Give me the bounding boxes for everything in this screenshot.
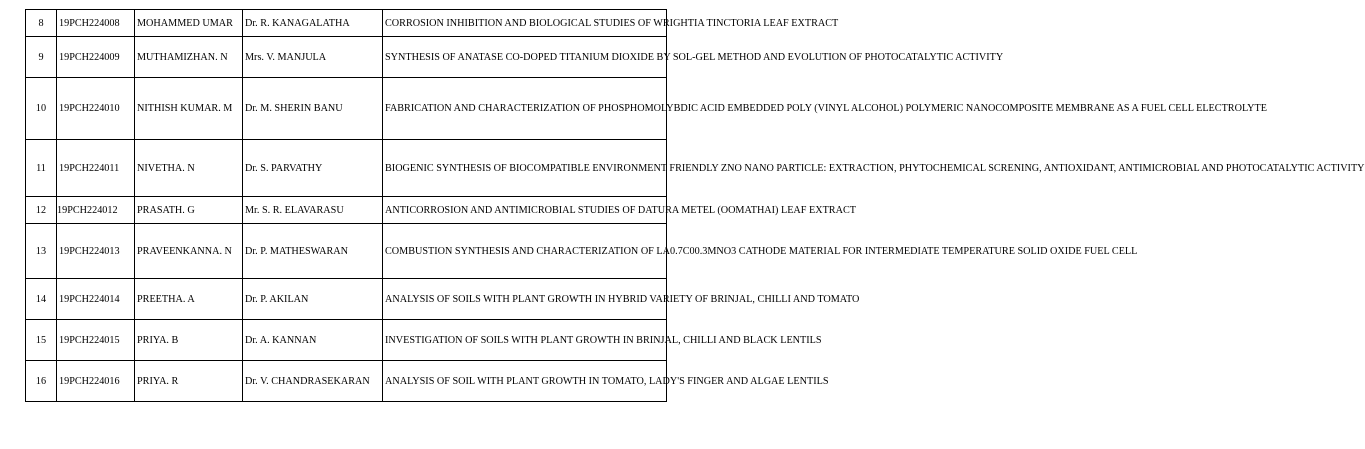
student-name: NITHISH KUMAR. M xyxy=(135,78,243,140)
serial-number: 8 xyxy=(26,10,57,37)
register-number: 19PCH224015 xyxy=(57,320,135,361)
table-row xyxy=(26,78,667,140)
student-name: PRIYA. B xyxy=(135,320,243,361)
guide-name: Dr. S. PARVATHY xyxy=(243,140,383,197)
register-number: 19PCH224011 xyxy=(57,140,135,197)
project-allocation-table xyxy=(25,9,1365,402)
serial-number: 16 xyxy=(26,361,57,402)
guide-name: Dr. P. AKILAN xyxy=(243,279,383,320)
project-title: ANTICORROSION AND ANTIMICROBIAL STUDIES OF DATURA METEL (OOMATHAI) LEAF EXTRACT xyxy=(383,197,667,224)
table-row xyxy=(26,140,667,197)
table-row xyxy=(26,10,667,37)
project-title: COMBUSTION SYNTHESIS AND CHARACTERIZATION OF LA0.7C00.3MNO3 CATHODE MATERIAL FOR INTERMEDIATE TEMPERATURE SOLID OXIDE FUEL CELL xyxy=(383,224,667,279)
student-name: PRIYA. R xyxy=(135,361,243,402)
guide-name: Mr. S. R. ELAVARASU xyxy=(243,197,383,224)
student-name: PRASATH. G xyxy=(135,197,243,224)
register-number: 19PCH224016 xyxy=(57,361,135,402)
serial-number: 12 xyxy=(26,197,57,224)
table-row xyxy=(26,361,667,402)
table-row xyxy=(26,37,667,78)
guide-name: Dr. R. KANAGALATHA xyxy=(243,10,383,37)
table-row xyxy=(26,279,667,320)
student-name: MOHAMMED UMAR xyxy=(135,10,243,37)
student-name: PREETHA. A xyxy=(135,279,243,320)
guide-name: Dr. A. KANNAN xyxy=(243,320,383,361)
project-title: SYNTHESIS OF ANATASE CO-DOPED TITANIUM DIOXIDE BY SOL-GEL METHOD AND EVOLUTION OF PHOTOCATALYTIC ACTIVITY xyxy=(383,37,667,78)
serial-number: 13 xyxy=(26,224,57,279)
project-title: ANALYSIS OF SOILS WITH PLANT GROWTH IN HYBRID VARIETY OF BRINJAL, CHILLI AND TOMATO xyxy=(383,279,667,320)
register-number: 19PCH224014 xyxy=(57,279,135,320)
table-row xyxy=(26,320,667,361)
student-name: PRAVEENKANNA. N xyxy=(135,224,243,279)
register-number: 19PCH224013 xyxy=(57,224,135,279)
project-title: ANALYSIS OF SOIL WITH PLANT GROWTH IN TOMATO, LADY'S FINGER AND ALGAE LENTILS xyxy=(383,361,667,402)
guide-name: Dr. V. CHANDRASEKARAN xyxy=(243,361,383,402)
table-row xyxy=(26,197,667,224)
guide-name: Mrs. V. MANJULA xyxy=(243,37,383,78)
guide-name: Dr. M. SHERIN BANU xyxy=(243,78,383,140)
project-title: CORROSION INHIBITION AND BIOLOGICAL STUDIES OF WRIGHTIA TINCTORIA LEAF EXTRACT xyxy=(383,10,667,37)
serial-number: 15 xyxy=(26,320,57,361)
serial-number: 10 xyxy=(26,78,57,140)
register-number: 19PCH224009 xyxy=(57,37,135,78)
project-title: BIOGENIC SYNTHESIS OF BIOCOMPATIBLE ENVIRONMENT FRIENDLY ZNO NANO PARTICLE: EXTRACTION, PHYTOCHEMICAL SCRENING, ANTIOXIDANT, ANTIMICROBIAL AND PHOTOCATALYTIC ACTIVITY xyxy=(383,140,667,197)
project-title: FABRICATION AND CHARACTERIZATION OF PHOSPHOMOLYBDIC ACID EMBEDDED POLY (VINYL ALCOHOL) POLYMERIC NANOCOMPOSITE MEMBRANE AS A FUEL CELL ELECTROLYTE xyxy=(383,78,667,140)
student-name: NIVETHA. N xyxy=(135,140,243,197)
student-name: MUTHAMIZHAN. N xyxy=(135,37,243,78)
guide-name: Dr. P. MATHESWARAN xyxy=(243,224,383,279)
serial-number: 9 xyxy=(26,37,57,78)
register-number: 19PCH224010 xyxy=(57,78,135,140)
register-number: 19PCH224012 xyxy=(57,197,135,224)
serial-number: 14 xyxy=(26,279,57,320)
serial-number: 11 xyxy=(26,140,57,197)
project-title: INVESTIGATION OF SOILS WITH PLANT GROWTH IN BRINJAL, CHILLI AND BLACK LENTILS xyxy=(383,320,667,361)
table-row xyxy=(26,224,667,279)
register-number: 19PCH224008 xyxy=(57,10,135,37)
